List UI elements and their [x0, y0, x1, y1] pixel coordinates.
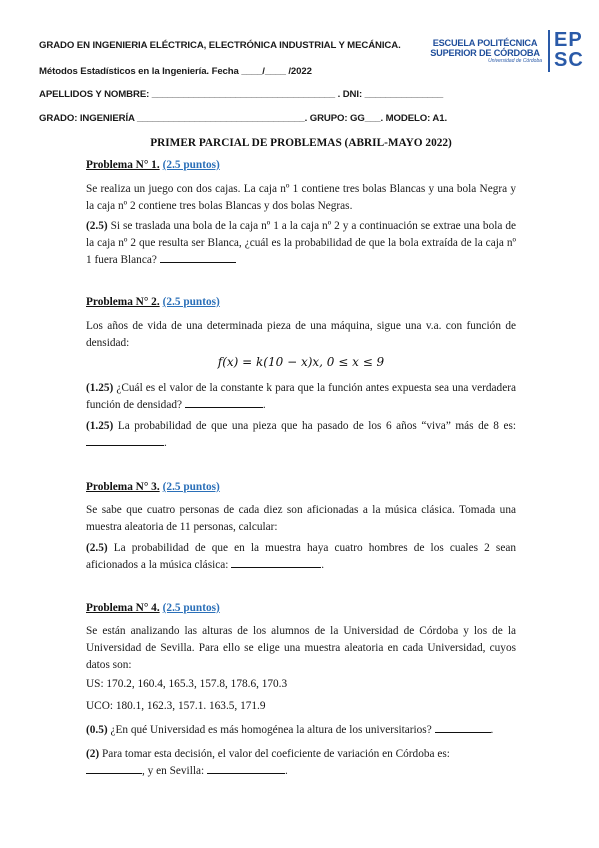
problem-4-question-2: (2) Para tomar esta decisión, el valor del coeficiente de variación en Córdoba es: , y en Sevilla: .	[86, 748, 450, 777]
problem-3-points: (2.5 puntos)	[162, 481, 220, 493]
problem-3-statement: Se sabe que cuatro personas de cada diez son aficionadas a la música clásica. Tomada una muestra aleatoria de 11 personas, calcular:	[86, 504, 516, 533]
logo-divider	[548, 30, 550, 72]
problem-1-q1-text: Si se traslada una bola de la caja nº 1 a la caja nº 2 y a continuación se extrae una bola de la caja nº 2 que resulta ser Blanca, ¿cuál es la probabilidad de que la bola extraída de la caja nº 1 fuera Blanca?	[86, 220, 516, 266]
epsc-logo-bottom: SC	[554, 49, 584, 71]
name-dni-line: APELLIDOS Y NOMBRE: ___________________________________ . DNI: _______________	[39, 89, 444, 100]
problem-2-answer-blank-2[interactable]	[86, 435, 164, 446]
problem-1-heading	[86, 159, 220, 171]
problem-2-q2-text: La probabilidad de que una pieza que ha pasado de los 6 años “viva” más de 8 es:	[117, 420, 516, 432]
problem-2-heading	[86, 296, 220, 308]
problem-4-statement: Se están analizando las alturas de los alumnos de la Universidad de Córdoba y los de la Universidad de Sevilla. Para ello se elige una muestra aleatoria en cada Universidad, cuyos datos son:	[86, 625, 516, 671]
problem-4-q2-mid: , y en Sevilla:	[142, 765, 205, 777]
problem-3-label: Problema N° 3.	[86, 481, 160, 493]
problem-2-label: Problema N° 2.	[86, 296, 160, 308]
problem-4-heading	[86, 602, 220, 614]
problem-4-points: (2.5 puntos)	[162, 602, 220, 614]
problem-2-q1-text: ¿Cuál es el valor de la constante k para que la función antes expuesta sea una verdadera función de densidad?	[86, 382, 516, 411]
problem-1-label: Problema N° 1.	[86, 159, 160, 171]
epsc-logo-top: EP	[554, 29, 583, 51]
problem-1-question	[86, 218, 516, 269]
problem-3-answer-blank[interactable]	[231, 557, 321, 568]
problem-4-label: Problema N° 4.	[86, 602, 160, 614]
uco-data: UCO: 180.1, 162.3, 157.1. 163.5, 171.9	[86, 700, 266, 712]
problem-3-q1-points: (2.5)	[86, 542, 108, 554]
problem-2-question-2: (1.25) La probabilidad de que una pieza que ha pasado de los 6 años “viva” más de 8 es: .	[86, 420, 516, 449]
problem-4-q2-points: (2)	[86, 748, 100, 760]
problem-4-q1-points: (0.5)	[86, 724, 108, 736]
degree-group-model-line: GRADO: INGENIERÍA ________________________________. GRUPO: GG___. MODELO: A1.	[39, 113, 448, 124]
epsc-logo	[554, 30, 590, 74]
density-formula: f(x) = k(10 − x)x, 0 ≤ x ≤ 9	[217, 355, 385, 369]
problem-3-q1-text: La probabilidad de que en la muestra haya cuatro hombres de los cuales 2 sean aficionados a la música clásica:	[86, 542, 516, 571]
degree-title: GRADO EN INGENIERIA ELÉCTRICA, ELECTRÓNICA INDUSTRIAL Y MECÁNICA.	[39, 40, 401, 51]
school-name-line1: ESCUELA POLITÉCNICA	[432, 38, 538, 48]
problem-1-points: (2.5 puntos)	[162, 159, 220, 171]
university-name: Universidad de Córdoba	[488, 58, 542, 64]
problem-4-q2-text: Para tomar esta decisión, el valor del coeficiente de variación en Córdoba es:	[102, 748, 450, 760]
problem-4-question-1: (0.5) ¿En qué Universidad es más homogénea la altura de los universitarios? .	[86, 724, 494, 736]
problem-2-answer-blank-1[interactable]	[185, 397, 263, 408]
problem-3-heading	[86, 481, 220, 493]
us-data: US: 170.2, 160.4, 165.3, 157.8, 178.6, 170.3	[86, 678, 288, 690]
problem-2-statement: Los años de vida de una determinada pieza de una máquina, sigue una v.a. con función de densidad:	[86, 320, 516, 349]
problem-2-question-1: (1.25) ¿Cuál es el valor de la constante k para que la función antes expuesta sea una verdadera función de densidad? .	[86, 382, 516, 411]
problem-1-answer-blank[interactable]	[160, 252, 236, 263]
course-date-line: Métodos Estadísticos en la Ingeniería. Fecha ____/____ /2022	[39, 66, 312, 77]
problem-2-points: (2.5 puntos)	[162, 296, 220, 308]
school-name-line2: SUPERIOR DE CÓRDOBA	[430, 48, 540, 58]
problem-2-q2-points: (1.25)	[86, 420, 114, 432]
exam-title: PRIMER PARCIAL DE PROBLEMAS (ABRIL-MAYO 2022)	[150, 137, 452, 149]
problem-2-q1-points: (1.25)	[86, 382, 114, 394]
problem-4-answer-blank-1[interactable]	[435, 722, 491, 733]
problem-4-answer-blank-cordoba[interactable]	[86, 763, 142, 774]
school-logo-text	[426, 38, 544, 65]
problem-3-question: (2.5) La probabilidad de que en la muestra haya cuatro hombres de los cuales 2 sean aficionados a la música clásica: .	[86, 542, 516, 571]
problem-1-q1-points: (2.5)	[86, 220, 108, 232]
problem-1-statement: Se realiza un juego con dos cajas. La caja nº 1 contiene tres bolas Blancas y una bola Negra y la caja nº 2 contiene tres bolas Blancas y dos bolas Negras.	[86, 183, 516, 212]
problem-4-q1-text: ¿En qué Universidad es más homogénea la altura de los universitarios?	[110, 724, 432, 736]
problem-4-answer-blank-sevilla[interactable]	[207, 763, 285, 774]
